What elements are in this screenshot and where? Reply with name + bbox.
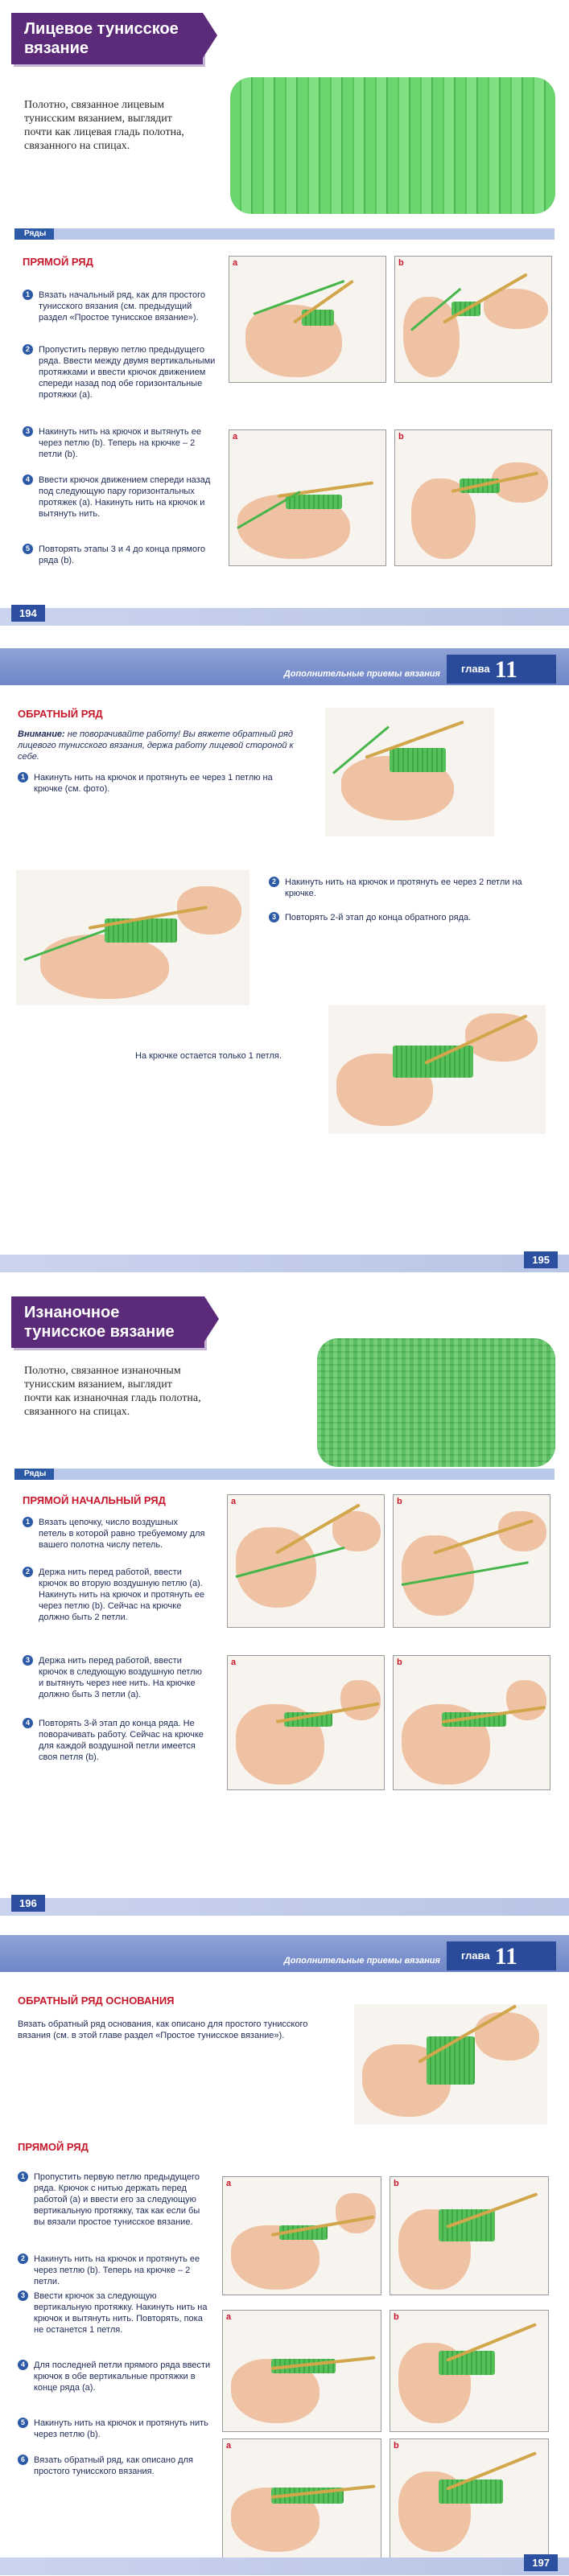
section-title: Дополнительные приемы вязания xyxy=(283,669,440,679)
step-photo xyxy=(390,2176,549,2295)
photo-label: b xyxy=(397,1658,402,1667)
step-number: 3 xyxy=(269,912,279,922)
photo-label: b xyxy=(394,2312,399,2322)
step-photo xyxy=(393,1494,550,1628)
page-number: 195 xyxy=(524,1251,558,1268)
step-text: Накинуть нить на крючок и вытянуть ее через петлю (b). Теперь на крючке – 2 петли (b). xyxy=(39,427,201,459)
step-4 xyxy=(23,475,216,520)
photo-label: b xyxy=(394,2441,399,2451)
page-number: 196 xyxy=(11,1895,45,1912)
step-photo xyxy=(229,256,386,383)
footer-band xyxy=(0,2558,569,2575)
step-photo xyxy=(222,2438,381,2561)
step-photo xyxy=(328,1005,546,1134)
subhead: ПРЯМОЙ НАЧАЛЬНЫЙ РЯД xyxy=(23,1494,166,1506)
step-photo xyxy=(393,1655,550,1790)
step-number: 2 xyxy=(18,2253,28,2264)
step-text: Повторять 3-й этап до конца ряда. Не поворачивать работу. Сейчас на крючке для каждой воздушной петли имеется своя петля (b). xyxy=(39,1719,204,1762)
footer-band xyxy=(0,1255,569,1272)
photo-label: a xyxy=(233,258,238,268)
step-photo xyxy=(394,256,552,383)
step-photo xyxy=(222,2176,381,2295)
subhead: ПРЯМОЙ РЯД xyxy=(23,256,93,268)
page-number: 194 xyxy=(11,605,45,622)
photo-label: a xyxy=(226,2312,232,2322)
step-number: 5 xyxy=(18,2418,28,2428)
step-1 xyxy=(23,290,216,323)
step-number: 3 xyxy=(23,1655,33,1666)
section-label: Ряды xyxy=(14,228,54,240)
header-band xyxy=(0,648,569,685)
intro-text: Вязать обратный ряд основания, как описано для простого тунисского вязания (см. в этой главе раздел «Простое тунисское вязание»). xyxy=(18,2019,308,2040)
step-number: 4 xyxy=(18,2360,28,2370)
page-number: 197 xyxy=(524,2554,558,2571)
step-number: 4 xyxy=(23,1718,33,1728)
step-3 xyxy=(18,2290,211,2336)
step-photo xyxy=(390,2310,549,2432)
page-195 xyxy=(0,643,569,1287)
chapter-badge xyxy=(447,655,556,684)
caption: На крючке остается только 1 петля. xyxy=(135,1051,282,1061)
page-title-text: Лицевое тунисское вязание xyxy=(24,20,179,57)
note-text: не поворачивайте работу! Вы вяжете обратный ряд лицевого тунисского вязания, держа работу лицевой стороной к себе. xyxy=(18,729,294,762)
photo-label: a xyxy=(226,2441,232,2451)
step-text: Вязать начальный ряд, как для простого тунисского вязания (см. предыдущий раздел «Простое тунисское вязание»). xyxy=(39,290,206,323)
step-1 xyxy=(23,1517,208,1551)
section-bar xyxy=(14,228,555,240)
step-2 xyxy=(23,344,216,401)
photo-label: b xyxy=(398,432,404,442)
step-2 xyxy=(23,1567,208,1623)
photo-label: a xyxy=(233,432,238,442)
photo-label: a xyxy=(231,1658,237,1667)
step-1 xyxy=(18,2171,211,2228)
step-6 xyxy=(18,2455,211,2477)
chapter-number: 11 xyxy=(494,1942,517,1970)
step-text: Пропустить первую петлю предыдущего ряда. Крючок с нитью держать перед работой (a) и ввести его за следующую вертикальную протяжку, так как если бы вы вязали простое тунисское вязание. xyxy=(34,2172,200,2227)
step-1 xyxy=(18,772,275,795)
photo-label: b xyxy=(394,2179,399,2188)
step-photo xyxy=(227,1494,385,1628)
footer-band xyxy=(0,608,569,626)
step-2 xyxy=(18,2253,211,2287)
step-text: Для последней петли прямого ряда ввести крючок в обе вертикальные протяжки в конце ряда (a). xyxy=(34,2360,211,2393)
page-194 xyxy=(0,0,569,643)
chapter-badge xyxy=(447,1941,556,1970)
knit-swatch-image xyxy=(230,77,555,214)
page-196 xyxy=(0,1287,569,1930)
photo-label: b xyxy=(398,258,404,268)
step-text: Накинуть нить на крючок и протянуть ее через 1 петлю на крючке (см. фото). xyxy=(34,773,273,794)
step-text: Вязать цепочку, число воздушных петель в которой равно требуемому для вашего полотна числу петель. xyxy=(39,1518,205,1550)
step-3 xyxy=(269,912,534,923)
purl-swatch-image xyxy=(317,1338,555,1467)
step-number: 2 xyxy=(23,1567,33,1577)
step-text: Ввести крючок движением спереди назад под следующую пару горизонтальных протяжек (a). Накинуть нить на крючок и вытянуть нить. xyxy=(39,475,211,519)
footer-band xyxy=(0,1898,569,1916)
step-text: Повторять 2-й этап до конца обратного ряда. xyxy=(285,913,472,922)
warning-note xyxy=(18,729,299,762)
intro-text: Полотно, связанное лицевым тунисским вязанием, выглядит почти как лицевая гладь полотна, связанного на спицах. xyxy=(24,99,184,152)
header-band xyxy=(0,1935,569,1972)
step-photo xyxy=(222,2310,381,2432)
page-title xyxy=(11,1296,204,1348)
subhead: ПРЯМОЙ РЯД xyxy=(18,2141,89,2153)
step-photo xyxy=(229,429,386,566)
step-text: Ввести крючок за следующую вертикальную протяжку. Накинуть нить на крючок и вытянуть нить. Повторять, пока не останется 1 петля. xyxy=(34,2291,208,2335)
page-title xyxy=(11,13,203,64)
step-number: 4 xyxy=(23,475,33,485)
section-bar xyxy=(14,1469,555,1480)
chapter-number: 11 xyxy=(494,655,517,683)
step-number: 2 xyxy=(23,344,33,355)
intro-text: Полотно, связанное изнаночным тунисским вязанием, выглядит почти как изнаночная гладь полотна, связанного на спицах. xyxy=(24,1365,201,1418)
step-text: Накинуть нить на крючок и протянуть ее через 2 петли на крючке. xyxy=(285,877,522,898)
photo-label: b xyxy=(397,1497,402,1506)
step-number: 6 xyxy=(18,2455,28,2465)
step-5 xyxy=(18,2418,211,2440)
step-4 xyxy=(18,2360,211,2393)
subhead: ОБРАТНЫЙ РЯД xyxy=(18,708,103,720)
step-number: 3 xyxy=(23,426,33,437)
section-label: Ряды xyxy=(14,1469,54,1480)
step-text: Накинуть нить на крючок и протянуть ее через петлю (b). Теперь на крючке – 2 петли. xyxy=(34,2254,200,2286)
step-4 xyxy=(23,1718,208,1763)
step-photo xyxy=(227,1655,385,1790)
step-photo xyxy=(390,2438,549,2561)
step-number: 1 xyxy=(23,1517,33,1527)
step-text: Накинуть нить на крючок и протянуть нить через петлю (b). xyxy=(34,2418,208,2439)
step-5 xyxy=(23,544,216,566)
step-photo xyxy=(16,870,249,1005)
step-photo xyxy=(325,708,494,836)
step-number: 5 xyxy=(23,544,33,554)
step-3 xyxy=(23,1655,208,1700)
step-number: 1 xyxy=(23,290,33,300)
section-title: Дополнительные приемы вязания xyxy=(283,1956,440,1966)
step-3 xyxy=(23,426,216,460)
step-number: 1 xyxy=(18,772,28,783)
page-197 xyxy=(0,1930,569,2576)
step-number: 3 xyxy=(18,2290,28,2301)
subhead: ОБРАТНЫЙ РЯД ОСНОВАНИЯ xyxy=(18,1995,175,2007)
chapter-word: глава xyxy=(461,1949,490,1962)
chapter-word: глава xyxy=(461,663,490,675)
step-text: Повторять этапы 3 и 4 до конца прямого ряда (b). xyxy=(39,544,205,565)
note-label: Внимание: xyxy=(18,729,65,739)
step-text: Пропустить первую петлю предыдущего ряда. Ввести между двумя вертикальными протяжками и ввести крючок движением спереди назад под обе горизонтальные протяжки (a). xyxy=(39,345,216,400)
step-number: 1 xyxy=(18,2171,28,2182)
photo-label: a xyxy=(226,2179,232,2188)
step-text: Держа нить перед работой, ввести крючок в следующую воздушную петлю и вытянуть через нее нить. На крючке должно быть 3 петли (a). xyxy=(39,1656,202,1699)
step-2 xyxy=(269,877,534,899)
step-photo xyxy=(394,429,552,566)
step-text: Держа нить перед работой, ввести крючок во вторую воздушную петлю (a). Накинуть нить на крючок и протянуть ее через петлю (b). Сейчас на крючке должно быть 2 петли. xyxy=(39,1567,205,1622)
step-text: Вязать обратный ряд, как описано для простого тунисского вязания. xyxy=(34,2455,193,2476)
page-title-text: Изнаночное тунисское вязание xyxy=(24,1304,175,1341)
step-photo xyxy=(354,2004,547,2125)
step-number: 2 xyxy=(269,877,279,887)
photo-label: a xyxy=(231,1497,237,1506)
